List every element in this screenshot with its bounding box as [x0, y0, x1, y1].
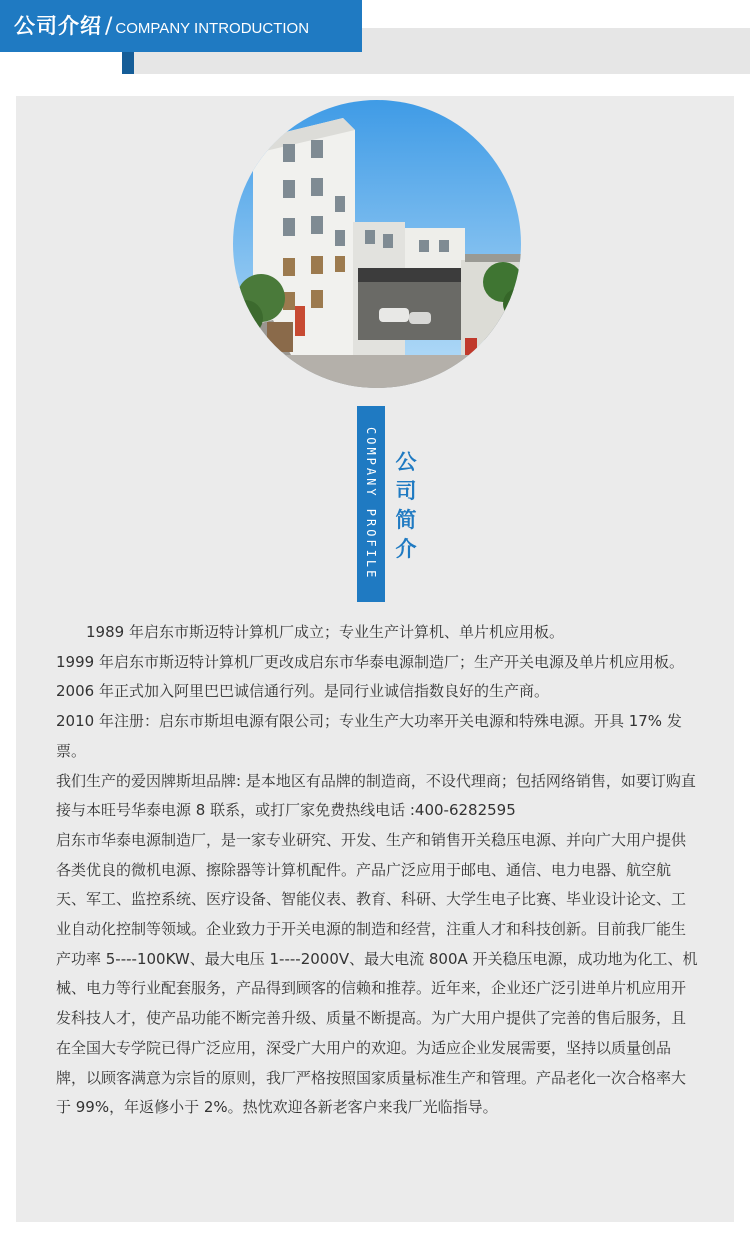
history-paragraph: 1989 年启东市斯迈特计算机厂成立；专业生产计算机、单片机应用板。	[56, 623, 564, 641]
header-dark-accent	[122, 52, 134, 74]
history-paragraph: 我们生产的爱因牌斯坦品牌: 是本地区有品牌的制造商，不设代理商；包括网络销售，如要订购直接与本旺号华泰电源 8 联系，或打厂家免费热线电话 :400-6282595	[56, 771, 696, 820]
title-cn: 公司介绍	[14, 14, 102, 38]
profile-char: 公	[395, 450, 417, 474]
profile-char: 司	[395, 479, 417, 503]
factory-building-photo	[233, 100, 521, 388]
history-paragraph: 2010 年注册：启东市斯坦电源有限公司；专业生产大功率开关电源和特殊电源。开具 17% 发票。	[56, 712, 682, 760]
profile-char: 简	[395, 508, 417, 532]
company-profile-cn	[393, 448, 419, 564]
title-separator: /	[105, 14, 113, 39]
company-profile-vertical-text: COMPANY PROFILE	[364, 427, 378, 581]
history-paragraph: 1999 年启东市斯迈特计算机厂更改成启东市华泰电源制造厂；生产开关电源及单片机应用板。	[56, 652, 684, 671]
company-profile-vertical	[357, 406, 385, 602]
company-history-text	[56, 618, 698, 1123]
profile-char: 介	[395, 537, 417, 561]
history-paragraph: 启东市华泰电源制造厂，是一家专业研究、开发、生产和销售开关稳压电源、并向广大用户提供各类优良的微机电源、擦除器等计算机配件。产品广泛应用于邮电、通信、电力电器、航空航天、军工、监控系统、医疗设备、智能仪表、教育、科研、大学生电子比赛、毕业设计论文、工业自动化控制等领域。企业致力于开关电源的制造和经营，注重人才和科技创新。目前我厂能生产功率 5----100KW、最大电压 1----2000V、最大电流 800A 开关稳压电源，成功地为化工、机械、电力等行业配套服务，产品得到顾客的信赖和推荐。近年来，企业还广泛引进单片机应用开发科技人才，使产品功能不断完善升级、质量不断提高。为广大用户提供了完善的售后服务，且在全国大专学院已得广泛应用，深受广大用户的欢迎。为适应企业发展需要，坚持以质量创品牌，以顾客满意为宗旨的原则，我厂严格按照国家质量标准生产和管理。产品老化一次合格率大于 99%，年返修小于 2%。热忱欢迎各新老客户来我厂光临指导。	[56, 830, 698, 1117]
page-title	[14, 0, 309, 52]
title-en: COMPANY INTRODUCTION	[115, 20, 310, 37]
history-paragraph: 2006 年正式加入阿里巴巴诚信通行列。是同行业诚信指数良好的生产商。	[56, 682, 549, 701]
